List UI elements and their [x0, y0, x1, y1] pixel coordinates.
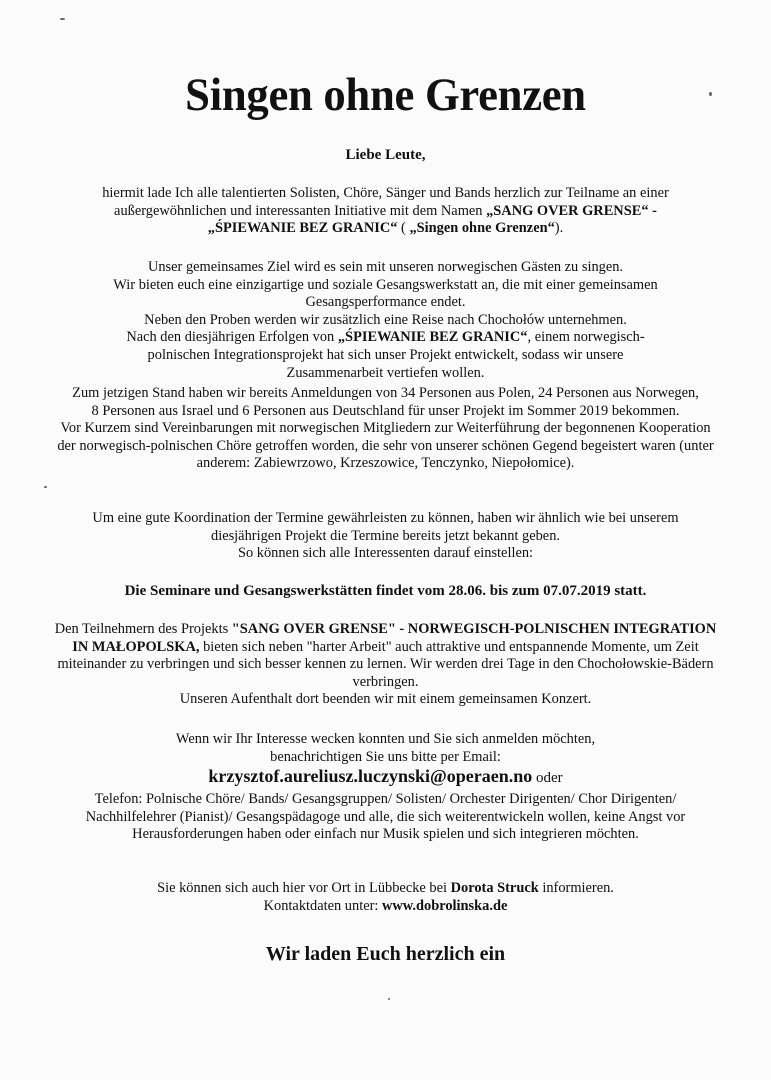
email-line — [0, 766, 771, 787]
project-name: „SANG OVER GRENSE“ - „ŚPIEWANIE BEZ GRANIC“ — [207, 202, 657, 237]
greeting: Liebe Leute, — [345, 147, 426, 163]
participants-text: Unseren Aufenthalt dort beenden wir mit einem gemeinsamen Konzert. — [179, 691, 592, 708]
local-line — [15, 880, 755, 898]
cooperation-text: Vor Kurzem sind Vereinbarungen mit norwegischen Mitgliedern zur Weiterführung der begonnenen Kooperation der norwegisch-polnischen Chöre getroffen worden, die sehr von unserer schönen Gegend begeistert waren (unter anderem: Zabiewrzowo, Krzeszowice, Tenczynko, Niepołomice). — [57, 420, 714, 472]
scan-speck — [60, 18, 65, 20]
goal-text: , einem norwegisch-polnischen Integrationsprojekt hat sich unser Projekt entwickelt, sodass wir unsere Zusammenarbeit vertiefen wollen. — [147, 329, 645, 381]
closing-line: Wir laden Euch herzlich ein — [265, 943, 506, 965]
website-link[interactable]: www.dobrolinska.de — [381, 897, 508, 914]
project-full-name: "SANG OVER GRENSE" - NORWEGISCH-POLNISCHEN INTEGRATION IN MAŁOPOLSKA, — [72, 621, 717, 655]
coordination-line: So können sich alle Interessenten darauf einstellen: — [237, 545, 534, 562]
intro-paragraph — [15, 185, 755, 238]
phone-paragraph — [15, 791, 755, 844]
goal-line: Neben den Proben werden wir zusätzlich eine Reise nach Chochołów unternehmen. — [144, 311, 627, 328]
intro-text: ( — [397, 220, 410, 237]
website-line — [15, 898, 755, 916]
contact-intro — [15, 731, 755, 766]
goal-line: Wir bieten euch eine einzigartige und soziale Gesangswerkstatt an, die mit einer gemeinsamen Gesangsperformance endet. — [113, 276, 658, 311]
oder-text: oder — [532, 770, 563, 786]
contact-line: Wenn wir Ihr Interesse wecken konnten und Sie sich anmelden möchten, — [175, 731, 596, 747]
status-paragraph — [15, 385, 755, 473]
intro-text: ). — [554, 220, 564, 237]
participants-paragraph — [15, 621, 755, 709]
local-contact — [15, 880, 755, 915]
local-text: Kontaktdaten unter: — [263, 897, 382, 914]
contact-line: benachrichtigen Sie uns bitte per Email: — [270, 748, 501, 765]
contact-email-link[interactable]: krzysztof.aureliusz.luczynski@operaen.no — [208, 766, 533, 786]
local-text: informieren. — [538, 880, 614, 896]
goal-line — [98, 329, 674, 382]
contact-person: Dorota Struck — [450, 880, 539, 896]
project-name: „ŚPIEWANIE BEZ GRANIC“ — [337, 329, 528, 346]
registrations-text: Zum jetzigen Stand haben wir bereits Anmeldungen von 34 Personen aus Polen, 24 Personen aus Norwegen, 8 Personen aus Israel und 6 Personen aus Deutschland für unser Projekt im Sommer 2019 bekommen. — [72, 385, 699, 419]
participants-text: Den Teilnehmern des Projekts — [54, 621, 232, 637]
coordination-line: Um eine gute Koordination der Termine gewährleisten zu können, haben wir ähnlich wie bei unserem diesjährigen Projekt die Termine bereits jetzt bekannt geben. — [92, 510, 679, 544]
scan-speck — [388, 998, 390, 1000]
local-text: Sie können sich auch hier vor Ort in Lübbecke bei — [157, 880, 451, 896]
event-dates: Die Seminare und Gesangswerkstätten findet vom 28.06. bis zum 07.07.2019 statt. — [124, 583, 647, 599]
intro-text: hiermit lade Ich alle talentierten Solisten, Chöre, Sänger und Bands herzlich zur Teilname an einer außergewöhnlichen und interessanten Initiative mit dem Namen — [102, 185, 669, 219]
project-name-de: „Singen ohne Grenzen“ — [409, 220, 555, 237]
participants-text: bieten sich neben "harter Arbeit" auch attraktive und entspannende Momente, um Zeit miteinander zu verbringen und sich besser kennen zu lernen. Wir werden drei Tage in den Chochołowskie-Bädern verbringen. — [57, 638, 714, 690]
scan-speck — [44, 486, 47, 488]
goal-line: Unser gemeinsames Ziel wird es sein mit unseren norwegischen Gästen zu singen. — [147, 259, 624, 275]
goal-text: Nach den diesjährigen Erfolgen von — [126, 329, 338, 346]
page-title: Singen ohne Grenzen — [185, 69, 586, 121]
coordination-paragraph — [15, 510, 755, 563]
phone-text: Telefon: Polnische Chöre/ Bands/ Gesangsgruppen/ Solisten/ Orchester Dirigenten/ Chor Dirigenten/ Nachhilfelehrer (Pianist)/ Gesangspädagoge und alle, die sich weiterentwickeln wollen, keine Angst vor Herausforderungen haben oder einfach nur Musik spielen und sich integrieren möchten. — [85, 791, 686, 843]
goal-paragraph — [15, 259, 755, 382]
